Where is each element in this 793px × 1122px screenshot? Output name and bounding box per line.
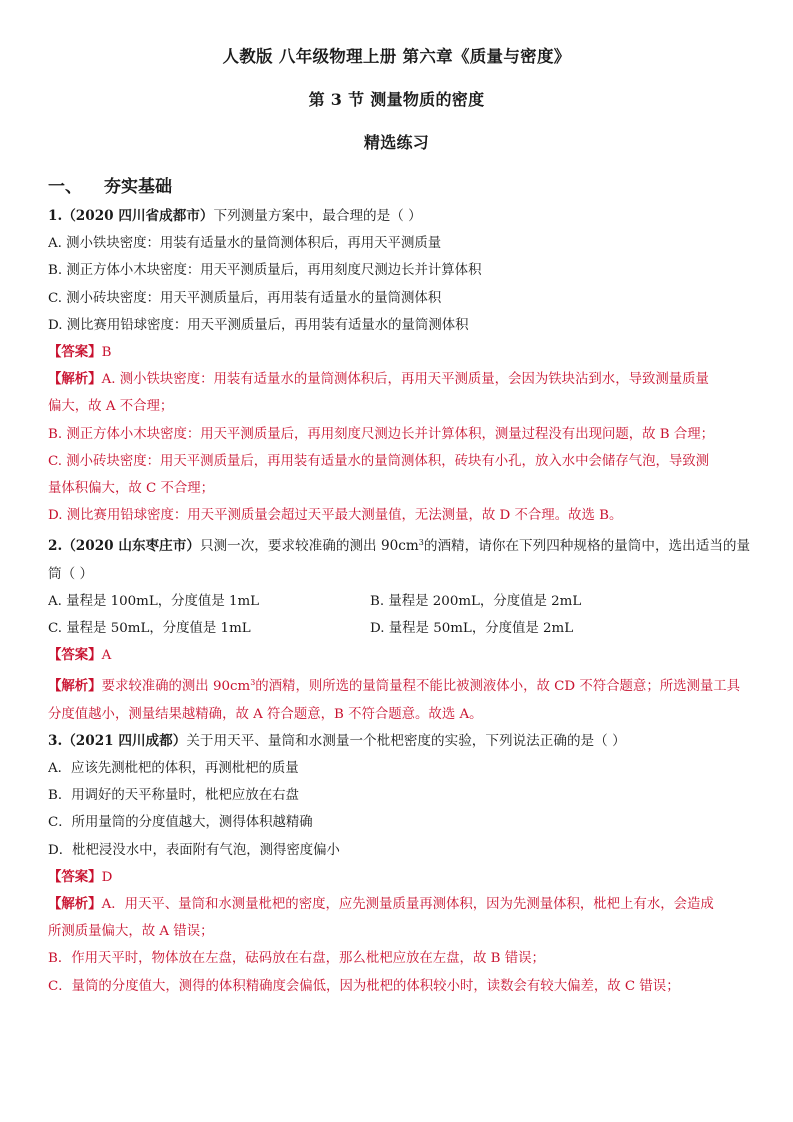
question-2-options-row-2	[48, 615, 753, 642]
question-3-text: 关于用天平、量筒和水测量一个枇杷密度的实验，下列说法正确的是（ ）	[186, 732, 626, 749]
question-3-source: （2021 四川成都）	[62, 732, 187, 749]
superscript: 3	[418, 538, 424, 548]
questions-content	[48, 203, 753, 1000]
question-2-option-a: A. 量程是 100mL，分度值是 1mL	[48, 593, 260, 609]
question-3-option-c: C．所用量筒的分度值越大，测得体积越精确	[48, 815, 313, 831]
question-3-analysis-line-2: 所测质量偏大，故 A 错误；	[48, 924, 214, 940]
question-2-number: 2.	[48, 538, 63, 555]
answer-value: D	[101, 869, 113, 885]
question-3-number: 3.	[48, 732, 63, 749]
answer-value: A	[101, 648, 112, 664]
superscript: 3	[250, 678, 256, 688]
question-2-option-d: D. 量程是 50mL，分度值是 2mL	[370, 621, 574, 637]
question-1-analysis-line-3: B. 测正方体小木块密度：用天平测质量后，再用刻度尺测边长并计算体积，测量过程没有出现问题，故 B 合理；	[48, 426, 715, 442]
question-1-stem	[48, 203, 753, 230]
question-2-text-b: 的酒精，请你在下列四种规格的量筒中，选出适当的量	[423, 538, 751, 555]
section-title: 第 3 节 测量物质的密度	[308, 90, 485, 109]
question-3-option-d: D．枇杷浸没水中，表面附有气泡，测得密度偏小	[48, 842, 340, 858]
part-number: 一、	[48, 177, 82, 197]
title-block	[0, 46, 793, 175]
question-2-analysis-line-1	[48, 669, 753, 700]
question-2-stem-cont: 筒（ ）	[48, 565, 94, 582]
question-3-analysis-line-4: C．量筒的分度值大，测得的体积精确度会偏低，因为枇杷的体积较小时，读数会有较大偏差，故 C 错误；	[48, 978, 680, 994]
question-3-answer	[48, 864, 753, 891]
question-1-option-d: D. 测比赛用铅球密度：用天平测质量后，再用装有适量水的量筒测体积	[48, 317, 469, 333]
question-3-option-b: B．用调好的天平称量时，枇杷应放在右盘	[48, 788, 299, 804]
question-1-analysis-line-2: 偏大，故 A 不合理；	[48, 399, 174, 415]
analysis-tag: 【解析】	[48, 371, 102, 388]
question-2-stem	[48, 529, 753, 560]
question-1-analysis-line-6: D. 测比赛用铅球密度：用天平测质量会超过天平最大测量值，无法测量，故 D 不合理。故选 B。	[48, 508, 623, 524]
analysis-text: A. 测小铁块密度：用装有适量水的量筒测体积后，再用天平测质量，会因为铁块沾到水，导致测量质量	[101, 372, 709, 388]
question-1-analysis-line-1	[48, 366, 753, 393]
question-1-source: （2020 四川省成都市）	[62, 208, 214, 224]
part-heading	[48, 176, 172, 198]
question-2-option-b: B. 量程是 200mL，分度值是 2mL	[370, 593, 582, 609]
answer-tag: 【答案】	[48, 647, 102, 664]
question-1-option-a: A. 测小铁块密度：用装有适量水的量筒测体积后，再用天平测质量	[48, 236, 442, 252]
analysis-text-b: 的酒精，则所选的量筒量程不能比被测液体小，故 CD 不符合题意；所选测量工具	[255, 679, 741, 695]
question-3-option-a: A．应该先测枇杷的体积，再测枇杷的质量	[48, 761, 299, 777]
part-title: 夯实基础	[104, 177, 172, 197]
question-2-options-row-1	[48, 588, 753, 615]
answer-tag: 【答案】	[48, 868, 102, 885]
analysis-tag: 【解析】	[48, 678, 102, 695]
question-2-source: （2020 山东枣庄市）	[62, 538, 200, 555]
analysis-text: A．用天平、量筒和水测量枇杷的密度，应先测量质量再测体积，因为先测量体积，枇杷上有水，会造成	[101, 897, 714, 913]
analysis-tag: 【解析】	[48, 896, 102, 913]
document-title: 人教版 八年级物理上册 第六章《质量与密度》	[222, 47, 571, 66]
question-3-analysis-line-3: B．作用天平时，物体放在左盘，砝码放在右盘，那么枇杷应放在左盘，故 B 错误；	[48, 951, 545, 967]
question-3-analysis-line-1	[48, 891, 753, 918]
answer-tag: 【答案】	[48, 344, 102, 361]
question-2-analysis-line-2: 分度值越小，测量结果越精确，故 A 符合题意，B 不符合题意。故选 A。	[48, 706, 483, 722]
question-1-analysis-line-4: C. 测小砖块密度：用天平测质量后，再用装有适量水的量筒测体积，砖块有小孔，放入水中会储存气泡，导致测	[48, 453, 710, 469]
question-1-analysis-line-5: 量体积偏大，故 C 不合理；	[48, 481, 215, 497]
question-1-text: 下列测量方案中，最合理的是（ ）	[213, 208, 422, 224]
question-2-answer	[48, 642, 753, 669]
answer-value: B	[101, 345, 112, 361]
analysis-text-a: 要求较准确的测出 90cm	[101, 679, 251, 695]
question-2-text-a: 只测一次，要求较准确的测出 90cm	[199, 538, 419, 555]
document-subtitle: 精选练习	[363, 133, 430, 152]
question-3-stem	[48, 728, 753, 755]
question-1-answer	[48, 339, 753, 366]
question-1-option-c: C. 测小砖块密度：用天平测质量后，再用装有适量水的量筒测体积	[48, 290, 442, 306]
question-1-option-b: B. 测正方体小木块密度：用天平测质量后，再用刻度尺测边长并计算体积	[48, 263, 482, 279]
question-2-option-c: C. 量程是 50mL，分度值是 1mL	[48, 621, 251, 637]
question-1-number: 1.	[48, 208, 63, 224]
